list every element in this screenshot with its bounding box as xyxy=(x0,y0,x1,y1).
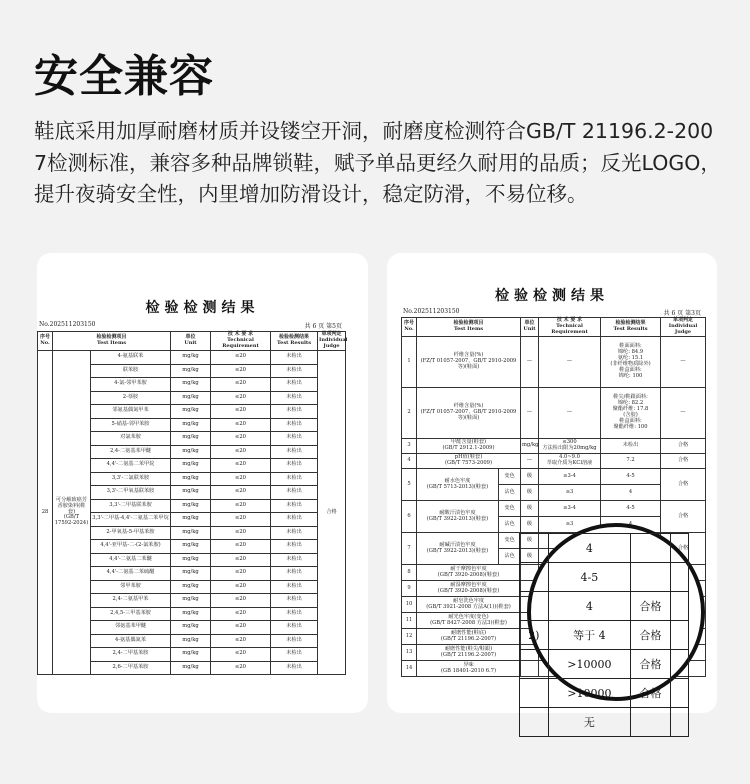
right-requirement: — xyxy=(539,337,601,388)
left-result: 未检出 xyxy=(271,526,318,540)
right-sub-item: 沾色 xyxy=(499,549,521,565)
left-judge: 合格 xyxy=(318,351,346,675)
left-substance: 2-萘胺 xyxy=(91,391,171,405)
right-requirement: 4.0~9.0 萃取介质为KCl溶液 xyxy=(539,454,601,469)
right-header-requirement: 技 术 要 求 Technical Requirement xyxy=(539,318,601,337)
left-result: 未检出 xyxy=(271,391,318,405)
left-substance: 4-氨基偶氮苯 xyxy=(91,634,171,648)
magnifier-table xyxy=(519,533,689,737)
left-result: 未检出 xyxy=(271,405,318,419)
right-result: 4-5 xyxy=(601,501,661,517)
left-substance: 3,3'-二氯联苯胺 xyxy=(91,472,171,486)
right-judge: 合格 xyxy=(661,501,706,533)
magnifier-row xyxy=(520,592,689,621)
right-unit: 级 xyxy=(521,549,539,565)
left-requirement: ≤20 xyxy=(211,391,271,405)
right-item: 耐磨性能(鞋底) (GB/T 21196.2-2007) xyxy=(417,629,521,645)
right-requirement: — xyxy=(539,388,601,439)
right-result: 4-5 xyxy=(601,469,661,485)
right-unit: 级 xyxy=(521,517,539,533)
left-requirement: ≤20 xyxy=(211,378,271,392)
right-row-number: 13 xyxy=(402,645,417,661)
left-unit: mg/kg xyxy=(171,540,211,554)
right-judge: 合格 xyxy=(661,469,706,501)
left-unit: mg/kg xyxy=(171,472,211,486)
right-row-number: 9 xyxy=(402,581,417,597)
left-unit: mg/kg xyxy=(171,364,211,378)
right-header-item: 检验检测项目 Test Items xyxy=(417,318,521,337)
left-requirement: ≤20 xyxy=(211,594,271,608)
left-unit: mg/kg xyxy=(171,661,211,675)
magnifier-row xyxy=(520,650,689,679)
magnifier-edge xyxy=(670,592,688,621)
right-item: 纤维含量(%) (FZ/T 01057-2007、GB/T 2910-2009等)(鞋面) xyxy=(417,337,521,388)
right-judge: 合格 xyxy=(661,439,706,454)
left-substance: 4,4'-亚甲基-二-(2-氯苯胺) xyxy=(91,540,171,554)
left-header-item: 检验检测项目 Test Items xyxy=(53,332,171,351)
left-result: 未检出 xyxy=(271,513,318,527)
left-requirement: ≤20 xyxy=(211,459,271,473)
left-requirement: ≤20 xyxy=(211,513,271,527)
left-requirement: ≤20 xyxy=(211,486,271,500)
table-row xyxy=(38,351,346,365)
left-unit: mg/kg xyxy=(171,432,211,446)
left-unit: mg/kg xyxy=(171,526,211,540)
left-substance: 4,4'-二氨基二苯醚 xyxy=(91,553,171,567)
right-row-number: 5 xyxy=(402,469,417,501)
left-substance: 2,6-二甲基苯胺 xyxy=(91,661,171,675)
left-requirement: ≤20 xyxy=(211,567,271,581)
right-item: 纤维含量(%) (FZ/T 01057-2007、GB/T 2910-2009等)(鞋面) xyxy=(417,388,521,439)
left-substance: 邻氨基偶氮甲苯 xyxy=(91,405,171,419)
left-requirement: ≤20 xyxy=(211,351,271,365)
right-row-number: 10 xyxy=(402,597,417,613)
left-result: 未检出 xyxy=(271,378,318,392)
right-requirement: ≥3 xyxy=(539,485,601,501)
right-unit: — xyxy=(521,388,539,439)
left-requirement: ≤20 xyxy=(211,472,271,486)
feature-description: 鞋底采用加厚耐磨材质并设镂空开洞，耐磨度检测符合GB/T 21196.2-2007检测标准，兼容多种品牌锁鞋，赋予单品更经久耐用的品质；反光LOGO，提升夜骑安全性，内里增加防滑设计，稳定防滑，不易位移。 xyxy=(34,119,721,206)
table-row xyxy=(402,469,706,485)
right-unit: 级 xyxy=(521,485,539,501)
left-result: 未检出 xyxy=(271,648,318,662)
left-unit: mg/kg xyxy=(171,567,211,581)
left-substance: 邻氨基苯甲醚 xyxy=(91,621,171,635)
left-requirement: ≤20 xyxy=(211,445,271,459)
magnifier-value: 4-5 xyxy=(548,563,630,592)
left-unit: mg/kg xyxy=(171,499,211,513)
right-row-number: 8 xyxy=(402,565,417,581)
right-unit: 级 xyxy=(521,533,539,549)
magnifier-left xyxy=(520,534,549,563)
left-substance: 5-硝基-邻甲苯胺 xyxy=(91,418,171,432)
right-unit: — xyxy=(521,454,539,469)
right-report-title: 检验检测结果 xyxy=(495,288,609,304)
magnifier-row xyxy=(520,563,689,592)
magnifier-edge xyxy=(670,708,688,737)
left-unit: mg/kg xyxy=(171,634,211,648)
left-requirement: ≤20 xyxy=(211,526,271,540)
right-judge: 合格 xyxy=(661,454,706,469)
magnifier-judge xyxy=(631,563,671,592)
table-row xyxy=(402,454,706,469)
left-requirement: ≤20 xyxy=(211,621,271,635)
right-row-number: 1 xyxy=(402,337,417,388)
right-item: 甲醛含量(鞋套) (GB/T 2912.1-2009) xyxy=(417,439,521,454)
left-substance: 对氯苯胺 xyxy=(91,432,171,446)
left-result: 未检出 xyxy=(271,634,318,648)
left-result: 未检出 xyxy=(271,540,318,554)
right-judge: — xyxy=(661,388,706,439)
left-unit: mg/kg xyxy=(171,351,211,365)
magnifier-edge xyxy=(670,650,688,679)
right-unit: 级 xyxy=(521,469,539,485)
left-result: 未检出 xyxy=(271,594,318,608)
left-unit: mg/kg xyxy=(171,391,211,405)
right-header-unit: 单位 Unit xyxy=(521,318,539,337)
right-sub-item: 变色 xyxy=(499,533,521,549)
left-unit: mg/kg xyxy=(171,459,211,473)
right-requirement: ≤300 方法检出限为20mg/kg xyxy=(539,439,601,454)
right-item: 耐碱汗渍色牢度 (GB/T 3922-2013)(鞋套) xyxy=(417,533,499,565)
left-result: 未检出 xyxy=(271,621,318,635)
right-unit: 级 xyxy=(521,501,539,517)
left-header-unit: 单位 Unit xyxy=(171,332,211,351)
left-header-judge: 单项判定 Individual Judge xyxy=(319,331,348,349)
left-unit: mg/kg xyxy=(171,607,211,621)
table-row xyxy=(402,388,706,439)
right-unit: — xyxy=(521,337,539,388)
right-item: 异味 (GB 18401-2010 6.7) xyxy=(417,661,521,677)
left-unit: mg/kg xyxy=(171,445,211,459)
right-row-number: 12 xyxy=(402,629,417,645)
left-result: 未检出 xyxy=(271,567,318,581)
left-header-no: 序号 No. xyxy=(38,332,53,351)
left-requirement: ≤20 xyxy=(211,432,271,446)
magnifier-judge: 合格 xyxy=(631,679,671,708)
left-result: 未检出 xyxy=(271,553,318,567)
left-substance: 2,4-二甲基苯胺 xyxy=(91,648,171,662)
left-requirement: ≤20 xyxy=(211,648,271,662)
right-report-card xyxy=(387,253,717,729)
right-sub-item: 沾色 xyxy=(499,517,521,533)
magnifier-judge xyxy=(631,534,671,563)
right-row-number: 2 xyxy=(402,388,417,439)
right-item: 耐光色牢度(变色) (GB/T 8427-2008 方法3)(鞋套) xyxy=(417,613,521,629)
right-row-number: 6 xyxy=(402,501,417,533)
magnifier-edge xyxy=(670,534,688,563)
left-unit: mg/kg xyxy=(171,621,211,635)
right-unit: mg/kg xyxy=(521,439,539,454)
right-requirement: ≥3-4 xyxy=(539,469,601,485)
left-substance: 4,4'-二氨基二苯甲烷 xyxy=(91,459,171,473)
left-result: 未检出 xyxy=(271,499,318,513)
right-item: 耐干摩擦色牢度 (GB/T 3920-2008)(鞋套) xyxy=(417,565,521,581)
left-report-table xyxy=(37,331,346,675)
magnifier-edge xyxy=(670,563,688,592)
left-substance: 邻甲苯胺 xyxy=(91,580,171,594)
right-judge: 合格 xyxy=(661,533,706,565)
left-result: 未检出 xyxy=(271,486,318,500)
magnifier-value: 4 xyxy=(548,534,630,563)
right-result: 未检出 xyxy=(601,439,661,454)
left-result: 未检出 xyxy=(271,418,318,432)
left-substance: 4,4'-二氨基二苯硫醚 xyxy=(91,567,171,581)
left-substance: 联苯胺 xyxy=(91,364,171,378)
left-requirement: ≤20 xyxy=(211,607,271,621)
left-requirement: ≤20 xyxy=(211,364,271,378)
left-group-item: 可分解致癌芳香胺染料(鞋套) (GB/T 17592-2024) xyxy=(53,351,91,675)
left-result: 未检出 xyxy=(271,351,318,365)
left-substance: 3,3'-二甲基-4,4'-二氨基二苯甲烷 xyxy=(91,513,171,527)
magnifier-value: >10000 xyxy=(548,679,630,708)
left-unit: mg/kg xyxy=(171,405,211,419)
left-substance: 2,4-二氨基甲苯 xyxy=(91,594,171,608)
magnifier-judge: 合格 xyxy=(631,621,671,650)
magnifier-left xyxy=(520,650,549,679)
right-judge: — xyxy=(661,337,706,388)
magnifier-row xyxy=(520,534,689,563)
left-unit: mg/kg xyxy=(171,378,211,392)
left-substance: 4-氨基联苯 xyxy=(91,351,171,365)
magnifier-left xyxy=(520,592,549,621)
right-result: 鞋面面料: 锦纶: 84.9 氨纶: 15.1 (非纤维物质除外) 鞋盒面料: 锦纶: 100 xyxy=(601,337,661,388)
right-report-number: No.202511203150 xyxy=(403,308,460,315)
magnifier-value: 4 xyxy=(548,592,630,621)
right-item: 耐酸汗渍色牢度 (GB/T 3922-2013)(鞋套) xyxy=(417,501,499,533)
magnifier-left xyxy=(520,679,549,708)
magnifier-value: >10000 xyxy=(548,650,630,679)
left-requirement: ≤20 xyxy=(211,540,271,554)
right-report-pages: 共 6 页 第3页 xyxy=(663,310,701,317)
left-result: 未检出 xyxy=(271,459,318,473)
left-unit: mg/kg xyxy=(171,594,211,608)
left-unit: mg/kg xyxy=(171,648,211,662)
magnifier-left xyxy=(520,708,549,737)
magnifier-judge xyxy=(631,708,671,737)
left-requirement: ≤20 xyxy=(211,580,271,594)
left-substance: 3,3'-二甲氧基联苯胺 xyxy=(91,486,171,500)
right-row-number: 7 xyxy=(402,533,417,565)
left-report-card xyxy=(37,253,368,713)
left-unit: mg/kg xyxy=(171,418,211,432)
left-requirement: ≤20 xyxy=(211,553,271,567)
magnifier-row xyxy=(520,679,689,708)
left-result: 未检出 xyxy=(271,432,318,446)
left-substance: 3,3'-二甲基联苯胺 xyxy=(91,499,171,513)
magnifier-judge: 合格 xyxy=(631,650,671,679)
left-result: 未检出 xyxy=(271,364,318,378)
right-sub-item: 变色 xyxy=(499,469,521,485)
left-row-number: 28 xyxy=(38,351,53,675)
left-report-title: 检验检测结果 xyxy=(145,300,260,316)
right-result: 4 xyxy=(601,485,661,501)
left-substance: 2,4-二氨基苯甲醚 xyxy=(91,445,171,459)
left-result: 未检出 xyxy=(271,580,318,594)
right-item: pH值(鞋套) (GB/T 7573-2009) xyxy=(417,454,521,469)
left-result: 未检出 xyxy=(271,607,318,621)
right-row-number: 4 xyxy=(402,454,417,469)
left-requirement: ≤20 xyxy=(211,405,271,419)
right-header-no: 序号 No. xyxy=(402,318,417,337)
left-requirement: ≤20 xyxy=(211,634,271,648)
magnifier-row xyxy=(520,708,689,737)
table-row xyxy=(402,439,706,454)
left-result: 未检出 xyxy=(271,661,318,675)
left-unit: mg/kg xyxy=(171,513,211,527)
left-unit: mg/kg xyxy=(171,553,211,567)
right-header-judge: 单项判定 Individual Judge xyxy=(661,318,706,337)
left-header-requirement: 技 术 要 求 Technical Requirement xyxy=(211,332,271,351)
left-requirement: ≤20 xyxy=(211,661,271,675)
left-requirement: ≤20 xyxy=(211,418,271,432)
right-row-number: 14 xyxy=(402,661,417,677)
right-requirement: ≥3 xyxy=(539,517,601,533)
left-substance: 2-甲氧基-5-甲基苯胺 xyxy=(91,526,171,540)
left-result: 未检出 xyxy=(271,445,318,459)
left-requirement: ≤20 xyxy=(211,499,271,513)
magnifier-lens xyxy=(527,523,705,729)
left-header-result: 检验检测结果 Test Results xyxy=(271,332,318,351)
left-report-pages: 共 6 页 第5页 xyxy=(304,323,342,330)
left-report-number: No.202511203150 xyxy=(39,321,96,328)
left-result: 未检出 xyxy=(271,472,318,486)
page-title: 安全兼容 xyxy=(34,51,214,102)
table-row xyxy=(402,501,706,517)
magnifier-left xyxy=(520,563,549,592)
left-unit: mg/kg xyxy=(171,580,211,594)
magnifier-value: 等于 4 xyxy=(548,621,630,650)
left-substance: 4-氯-邻甲苯胺 xyxy=(91,378,171,392)
magnifier-left: 2) xyxy=(520,621,549,650)
right-item: 耐湿摩擦色牢度 (GB/T 3920-2008)(鞋套) xyxy=(417,581,521,597)
right-requirement: ≥3-4 xyxy=(539,501,601,517)
magnifier-row xyxy=(520,621,689,650)
right-result: 7.2 xyxy=(601,454,661,469)
table-row xyxy=(402,337,706,388)
magnifier-value: 无 xyxy=(548,708,630,737)
magnifier-edge xyxy=(670,621,688,650)
right-result: 鞋尖/鞋跟面料: 锦纶: 82.2 聚酯纤维: 17.8 (含胶) 鞋盒面料: 聚酯纤维: 100 xyxy=(601,388,661,439)
right-header-result: 检验检测结果 Test Results xyxy=(601,318,661,337)
right-row-number: 11 xyxy=(402,613,417,629)
left-substance: 2,4,5-三甲基苯胺 xyxy=(91,607,171,621)
right-sub-item: 沾色 xyxy=(499,485,521,501)
right-item: 耐皂洗色牢度 (GB/T 3921-2008 方法A(1))(鞋套) xyxy=(417,597,521,613)
right-row-number: 3 xyxy=(402,439,417,454)
right-item: 耐水色牢度 (GB/T 5713-2013)(鞋套) xyxy=(417,469,499,501)
magnifier-judge: 合格 xyxy=(631,592,671,621)
magnifier-edge xyxy=(670,679,688,708)
right-sub-item: 变色 xyxy=(499,501,521,517)
right-item: 耐磨性能(鞋尖/鞋跟) (GB/T 21196.2-2007) xyxy=(417,645,521,661)
left-unit: mg/kg xyxy=(171,486,211,500)
